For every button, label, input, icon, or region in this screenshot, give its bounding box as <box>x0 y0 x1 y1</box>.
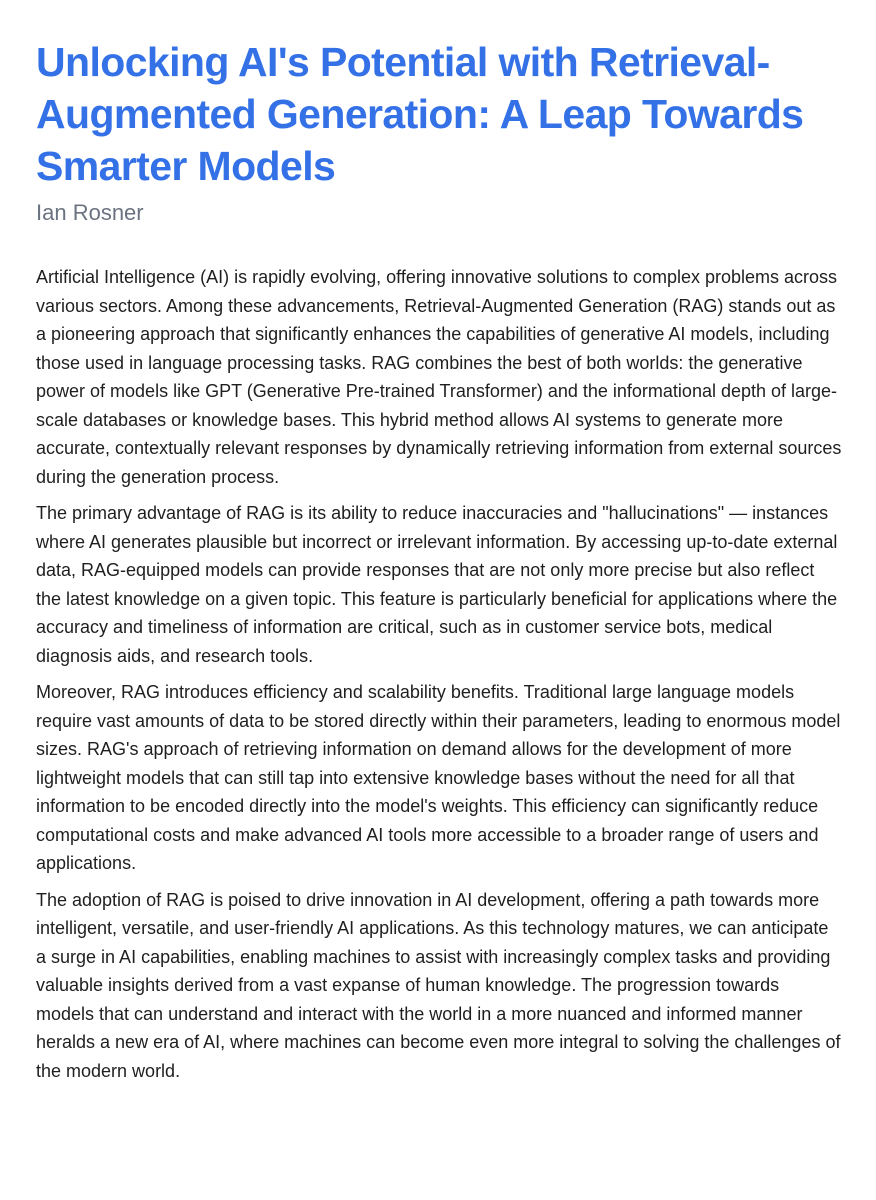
article-paragraph: Artificial Intelligence (AI) is rapidly evolving, offering innovative solutions to complex problems across various sectors. Among these advancements, Retrieval-Augmented Generation (RAG) stands out as a pioneering approach that significantly enhances the capabilities of generative AI models, including those used in language processing tasks. RAG combines the best of both worlds: the generative power of models like GPT (Generative Pre-trained Transformer) and the informational depth of large-scale databases or knowledge bases. This hybrid method allows AI systems to generate more accurate, contextually relevant responses by dynamically retrieving information from external sources during the generation process. <box>36 267 842 487</box>
article-paragraph: Moreover, RAG introduces efficiency and scalability benefits. Traditional large language models require vast amounts of data to be stored directly within their parameters, leading to enormous model sizes. RAG's approach of retrieving information on demand allows for the development of more lightweight models that can still tap into extensive knowledge bases without the need for all that information to be encoded directly into the model's weights. This efficiency can significantly reduce computational costs and make advanced AI tools more accessible to a broader range of users and applications. <box>36 682 841 873</box>
article-title: Unlocking AI's Potential with Retrieval-Augmented Generation: A Leap Towards Smarter Models <box>36 39 804 189</box>
article-body <box>36 263 842 1085</box>
article-paragraph: The primary advantage of RAG is its ability to reduce inaccuracies and "hallucinations" — instances where AI generates plausible but incorrect or irrelevant information. By accessing up-to-date external data, RAG-equipped models can provide responses that are not only more precise but also reflect the latest knowledge on a given topic. This feature is particularly beneficial for applications where the accuracy and timeliness of information are critical, such as in customer service bots, medical diagnosis aids, and research tools. <box>36 503 838 666</box>
article <box>36 36 842 1093</box>
article-paragraph: The adoption of RAG is poised to drive innovation in AI development, offering a path towards more intelligent, versatile, and user-friendly AI applications. As this technology matures, we can anticipate a surge in AI capabilities, enabling machines to assist with increasingly complex tasks and providing valuable insights derived from a vast expanse of human knowledge. The progression towards models that can understand and interact with the world in a more nuanced and informed manner heralds a new era of AI, where machines can become even more integral to solving the challenges of the modern world. <box>36 889 841 1081</box>
article-author: Ian Rosner <box>36 200 144 225</box>
